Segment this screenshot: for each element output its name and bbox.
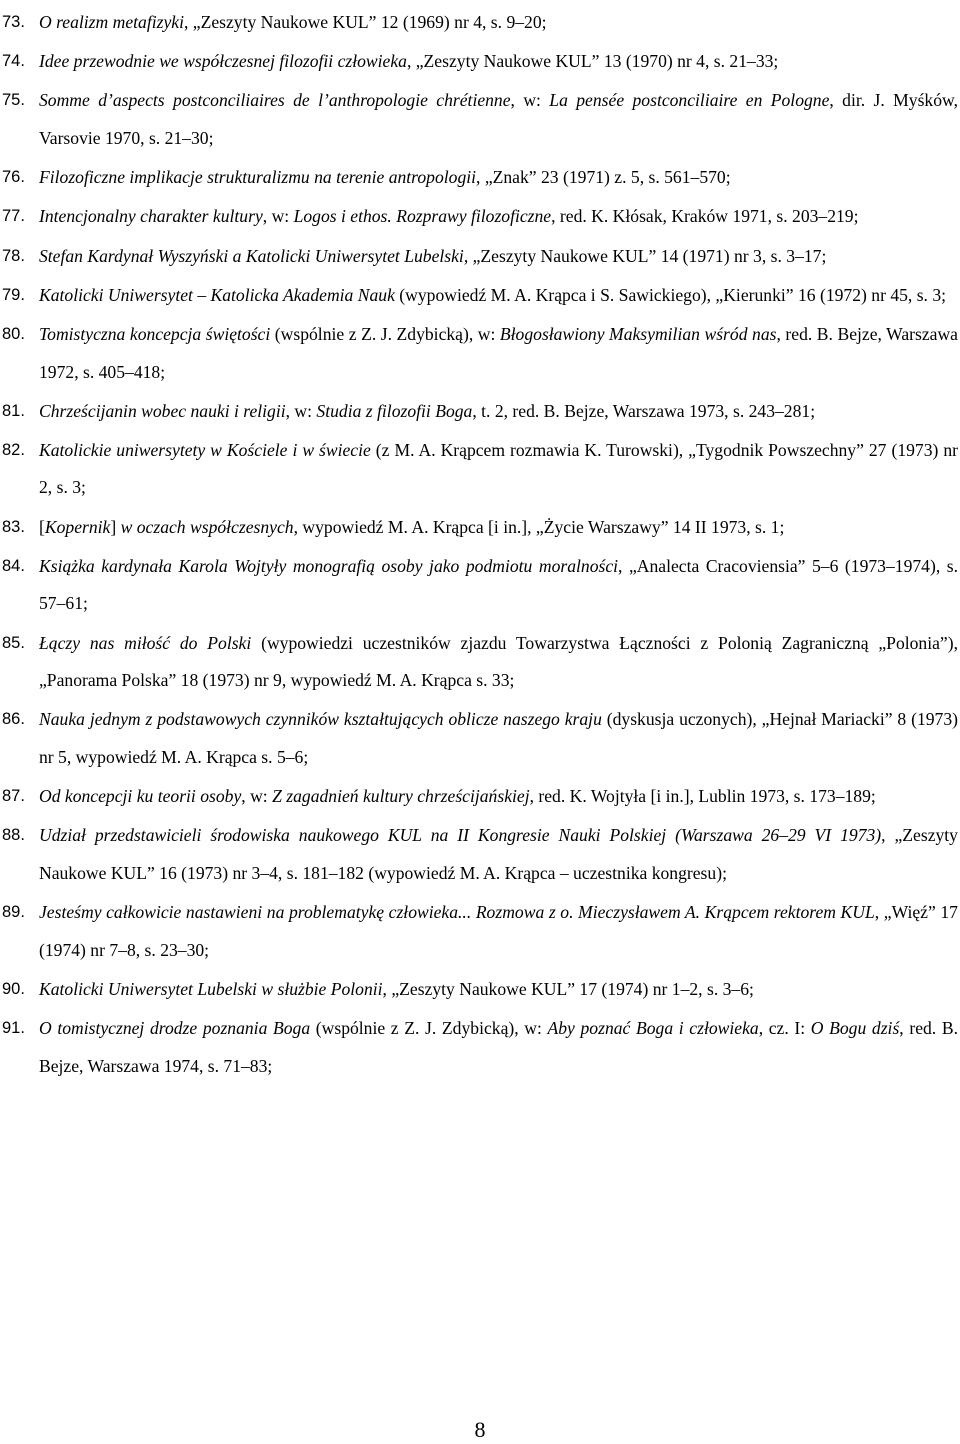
entry-text: , red. B. Bejze, Warszawa 1974, s. 71–83; xyxy=(39,1018,958,1076)
entry-text: , t. 2, red. B. Bejze, Warszawa 1973, s. 243–281; xyxy=(472,400,816,421)
entry-text: , „Więź” 17 (1974) nr 7–8, s. 23–30; xyxy=(39,902,958,960)
bibliography-entry xyxy=(2,894,958,969)
bibliography-entry xyxy=(2,971,958,1009)
entry-title-italic: Książka kardynała Karola Wojtyły monografią osoby jako podmiotu moralności xyxy=(39,555,619,576)
entry-number: 74. xyxy=(2,52,25,71)
bibliography-entry xyxy=(2,548,958,623)
bibliography-entry xyxy=(2,393,958,431)
bibliography-entry xyxy=(2,316,958,391)
bibliography-list xyxy=(2,4,958,1087)
bibliography-entry xyxy=(2,701,958,776)
entry-title-italic: La pensée postconciliaire en Pologne xyxy=(549,90,830,111)
entry-number: 89. xyxy=(2,903,25,922)
entry-text: , „Zeszyty Naukowe KUL” 16 (1973) nr 3–4, s. 181–182 (wypowiedź M. A. Krąpca – uczestnika kongresu); xyxy=(39,825,958,883)
entry-title-italic: Katolickie uniwersytety w Kościele i w świecie xyxy=(39,439,371,460)
entry-number: 84. xyxy=(2,556,25,575)
entry-number: 80. xyxy=(2,324,25,343)
entry-number: 81. xyxy=(2,401,25,420)
bibliography-entry xyxy=(2,198,958,236)
entry-number: 77. xyxy=(2,207,25,226)
entry-text: (dyskusja uczonych), „Hejnał Mariacki” 8 (1973) nr 5, wypowiedź M. A. Krąpca s. 5–6; xyxy=(39,709,958,767)
entry-number: 85. xyxy=(2,633,25,652)
entry-number: 82. xyxy=(2,440,25,459)
bibliography-entry xyxy=(2,625,958,700)
bibliography-entry xyxy=(2,159,958,197)
entry-text: (wypowiedzi uczestników zjazdu Towarzystwa Łączności z Polonią Zagraniczną „Polonia”), „Panorama Polska” 18 (1973) nr 9, wypowiedź M. A. Krąpca s. 33; xyxy=(39,632,958,691)
entry-title-italic: Logos i ethos. Rozprawy filozoficzne xyxy=(293,206,552,227)
entry-text: , „Znak” 23 (1971) z. 5, s. 561–570; xyxy=(476,167,731,188)
entry-title-italic: Błogosławiony Maksymilian wśród nas xyxy=(499,323,777,344)
entry-title-italic: Somme d’aspects postconciliaires de l’anthropologie chrétienne xyxy=(39,90,511,111)
entry-title-italic: Chrześcijanin wobec nauki i religii xyxy=(39,400,286,421)
entry-number: 75. xyxy=(2,91,25,110)
entry-text: (z M. A. Krąpcem rozmawia K. Turowski), „Tygodnik Powszechny” 27 (1973) nr 2, s. 3; xyxy=(39,439,958,498)
entry-text: , „Zeszyty Naukowe KUL” 14 (1971) nr 3, s. 3–17; xyxy=(463,245,827,266)
entry-number: 90. xyxy=(2,979,25,998)
entry-number: 78. xyxy=(2,246,25,265)
entry-title-italic: Z zagadnień kultury chrześcijańskiej xyxy=(272,786,530,807)
entry-text: , w: xyxy=(510,90,550,111)
entry-title-italic: Studia z filozofii Boga xyxy=(316,400,473,421)
entry-text: , w: xyxy=(285,400,317,421)
entry-text: , w: xyxy=(262,206,294,227)
entry-text: , cz. I: xyxy=(758,1018,811,1039)
entry-title-italic: Filozoficzne implikacje strukturalizmu na terenie antropologii xyxy=(39,167,477,188)
bibliography-entry xyxy=(2,43,958,81)
entry-number: 91. xyxy=(2,1019,25,1038)
entry-text: , „Zeszyty Naukowe KUL” 12 (1969) nr 4, s. 9–20; xyxy=(183,12,547,32)
entry-title-italic: O tomistycznej drodze poznania Boga xyxy=(39,1018,311,1039)
bibliography-entry xyxy=(2,238,958,276)
entry-title-italic: Jesteśmy całkowicie nastawieni na problematykę człowieka... Rozmowa z o. Mieczysławem A. Krąpcem rektorem KUL xyxy=(39,902,875,923)
entry-number: 86. xyxy=(2,710,25,729)
entry-text: (wspólnie z Z. J. Zdybicką), w: xyxy=(310,1018,548,1039)
entry-title-italic: Aby poznać Boga i człowieka xyxy=(547,1018,759,1039)
bibliography-entry xyxy=(2,82,958,157)
entry-text: , red. K. Wojtyła [i in.], Lublin 1973, s. 173–189; xyxy=(529,786,876,807)
entry-text: , red. B. Bejze, Warszawa 1972, s. 405–418; xyxy=(39,323,958,382)
bibliography-entry xyxy=(2,778,958,816)
entry-title-italic: Udział przedstawicieli środowiska naukowego KUL na II Kongresie Nauki Polskiej (Warszawa 26–29 VI 1973) xyxy=(39,825,882,846)
entry-text: ] xyxy=(110,516,121,537)
entry-number: 73. xyxy=(2,13,25,31)
entry-title-italic: w oczach współczesnych xyxy=(120,516,294,537)
entry-text: , red. K. Kłósak, Kraków 1971, s. 203–219; xyxy=(551,206,859,227)
entry-text: [ xyxy=(39,516,45,537)
entry-text: , w: xyxy=(241,786,273,807)
entry-title-italic: Stefan Kardynał Wyszyński a Katolicki Uniwersytet Lubelski xyxy=(39,245,464,266)
bibliography-entry xyxy=(2,509,958,547)
entry-number: 88. xyxy=(2,826,25,845)
bibliography-entry xyxy=(2,277,958,315)
entry-text: (wypowiedź M. A. Krąpca i S. Sawickiego), „Kierunki” 16 (1972) nr 45, s. 3; xyxy=(394,284,947,305)
entry-text: , dir. J. Myśków, Varsovie 1970, s. 21–30; xyxy=(39,90,958,148)
entry-title-italic: Łączy nas miłość do Polski xyxy=(39,632,252,653)
bibliography-entry xyxy=(2,4,958,42)
entry-text: , „Zeszyty Naukowe KUL” 13 (1970) nr 4, s. 21–33; xyxy=(406,51,779,72)
entry-title-italic: Intencjonalny charakter kultury xyxy=(39,206,263,227)
entry-title-italic: Tomistyczna koncepcja świętości xyxy=(39,323,271,344)
entry-text: , „Analecta Cracoviensia” 5–6 (1973–1974), s. 57–61; xyxy=(39,555,958,614)
entry-text: , wypowiedź M. A. Krąpca [i in.], „Życie Warszawy” 14 II 1973, s. 1; xyxy=(293,516,785,537)
bibliography-entry xyxy=(2,817,958,892)
page-number: 8 xyxy=(474,1417,486,1442)
entry-title-italic: Katolicki Uniwersytet – Katolicka Akademia Nauk xyxy=(39,284,395,305)
entry-title-italic: O realizm metafizyki xyxy=(39,12,184,32)
entry-title-italic: Od koncepcji ku teorii osoby xyxy=(39,786,242,807)
entry-title-italic: Katolicki Uniwersytet Lubelski w służbie Polonii xyxy=(39,978,383,999)
entry-title-italic: Nauka jednym z podstawowych czynników kształtujących oblicze naszego kraju xyxy=(39,709,602,730)
entry-text: (wspólnie z Z. J. Zdybicką), w: xyxy=(270,323,500,344)
bibliography-entry xyxy=(2,1010,958,1085)
entry-title-italic: O Bogu dziś xyxy=(810,1018,900,1039)
entry-title-italic: Kopernik xyxy=(44,516,111,537)
bibliography-entry xyxy=(2,432,958,507)
entry-number: 76. xyxy=(2,168,25,187)
entry-number: 79. xyxy=(2,285,25,304)
entry-text: , „Zeszyty Naukowe KUL” 17 (1974) nr 1–2, s. 3–6; xyxy=(382,978,754,999)
entry-title-italic: Idee przewodnie we współczesnej filozofii człowieka xyxy=(39,51,407,72)
entry-number: 83. xyxy=(2,517,25,536)
entry-number: 87. xyxy=(2,787,25,806)
